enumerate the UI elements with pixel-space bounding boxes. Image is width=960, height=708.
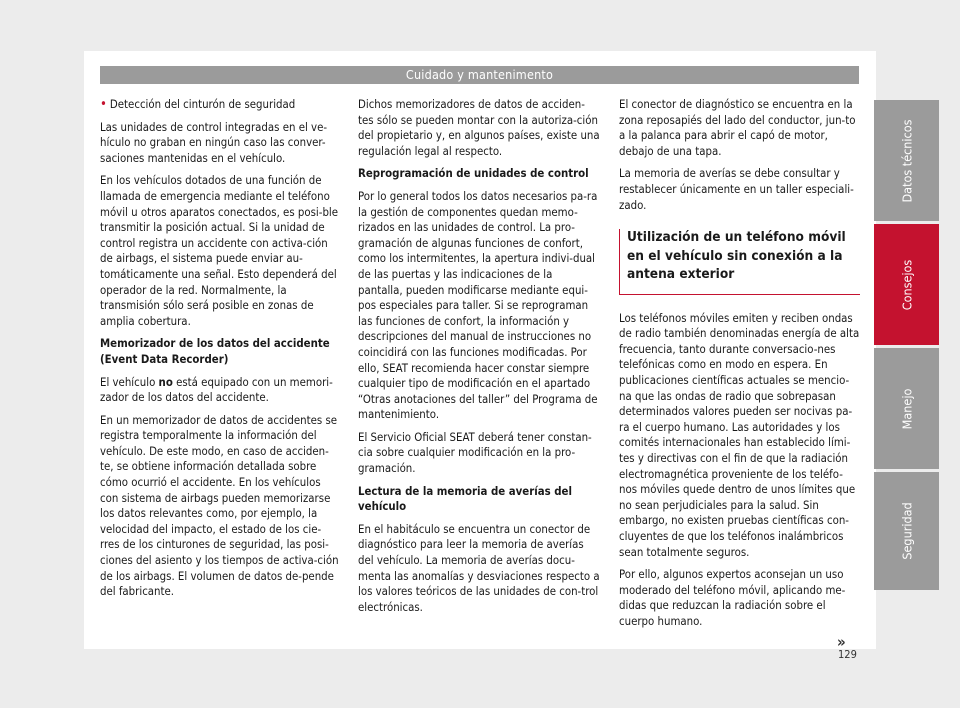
tab-manejo[interactable]: Manejo xyxy=(874,348,939,469)
column-1 xyxy=(100,97,340,607)
paragraph: Por lo general todos los datos necesarios pa-ra la gestión de componentes quedan memo-rizados en las unidades de control. La pro-gramación de algunas funciones de confort, como los intermitentes, la apertura indivi-dual de las puertas y las indicaciones de la pantalla, pueden modificarse mediante equi-pos especiales para taller. Si se reprograman las funciones de confort, la información y descripciones del manual de instrucciones no coincidirá con las funciones modificadas. Por ello, SEAT recomienda hacer constar siempre cualquier tipo de modificación en el apartado “Otras anotaciones del taller” del Programa de mantenimiento. xyxy=(358,188,598,422)
bullet-item: • Detección del cinturón de seguridad xyxy=(100,97,296,112)
tab-consejos[interactable]: Consejos xyxy=(874,224,939,345)
paragraph: El vehículo no está equipado con un memori-zador de los datos del accidente. xyxy=(100,374,333,405)
column-2 xyxy=(358,97,600,622)
tab-seguridad[interactable]: Seguridad xyxy=(874,472,939,590)
subheading: Lectura de la memoria de averías del vehículo xyxy=(358,483,572,514)
subheading: Memorizador de los datos del accidente (Event Data Recorder) xyxy=(100,336,330,366)
paragraph: Por ello, algunos expertos aconsejan un uso moderado del teléfono móvil, aplicando me-didas que reduzcan la radiación sobre el cuerpo humano. xyxy=(619,567,846,628)
paragraph: Dichos memorizadores de datos de acciden-tes sólo se pueden montar con la autoriza-ción del propietario y, en algunos países, existe una regulación legal al respecto. xyxy=(358,97,600,158)
tab-datos-tecnicos[interactable]: Datos técnicos xyxy=(874,100,939,221)
page-header: Cuidado y mantenimento xyxy=(100,66,859,84)
bullet-icon: • xyxy=(100,97,107,112)
paragraph: El Servicio Oficial SEAT deberá tener constan-cia sobre cualquier modificación en la pro-gramación. xyxy=(358,429,592,476)
paragraph: En el habitáculo se encuentra un conector de diagnóstico para leer la memoria de averías del vehículo. La memoria de averías docu-menta las anomalías y desviaciones respecto a los valores teóricos de las unidades de con-trol electrónicas. xyxy=(358,521,600,614)
paragraph: En un memorizador de datos de accidentes se registra temporalmente la información del vehículo. De este modo, en caso de acciden-te, se obtiene información detallada sobre cómo ocurrió el accidente. En los vehículos con sistema de airbags pueden memorizarse los datos relevantes como, por ejemplo, la velocidad del impacto, el estado de los cie-rres de los cinturones de seguridad, las posi-ciones del asiento y los tiempos de activa-ción de los airbags. El volumen de datos de-pende del fabricante. xyxy=(100,412,339,599)
continue-arrow-icon: » xyxy=(837,633,846,651)
paragraph: La memoria de averías se debe consultar y restablecer únicamente en un taller especiali-zado. xyxy=(619,166,854,212)
paragraph: El conector de diagnóstico se encuentra en la zona reposapiés del lado del conductor, jun-to a la palanca para abrir el capó de motor, debajo de una tapa. xyxy=(619,97,856,158)
column-3 xyxy=(619,97,860,637)
section-title: Utilización de un teléfono móvil en el vehículo sin conexión a la antena exterior xyxy=(619,228,860,295)
paragraph: Las unidades de control integradas en el ve-hículo no graban en ningún caso las conver-saciones mantenidas en el vehículo. xyxy=(100,119,328,165)
paragraph: En los vehículos dotados de una función de llamada de emergencia mediante el teléfono móvil u otros aparatos conectados, es posi-ble transmitir la posición actual. Si la unidad de control registra un accidente con activa-ción de airbags, el sistema puede enviar au-tomáticamente una señal. Esto dependerá del operador de la red. Normalmente, la transmisión sólo será posible en zonas de amplia cobertura. xyxy=(100,173,339,328)
subheading: Reprogramación de unidades de control xyxy=(358,166,589,181)
page-number: 129 xyxy=(838,648,857,661)
paragraph: Los teléfonos móviles emiten y reciben ondas de radio también denominadas energía de alta frecuencia, tanto durante conversacio-nes telefónicas como en modo en espera. En publicaciones científicas actuales se mencio-na que las ondas de radio que sobrepasan determinados valores pueden ser nocivas pa-ra el cuerpo humano. Las autoridades y los comités internacionales han establecido lími-tes y directivas con el fin de que la radiación electromagnética proveniente de los teléfo-nos móviles quede dentro de unos límites que no sean perjudiciales para la salud. Sin embargo, no existen pruebas científicas con-cluyentes de que los teléfonos inalámbricos sean totalmente seguros. xyxy=(619,310,860,559)
